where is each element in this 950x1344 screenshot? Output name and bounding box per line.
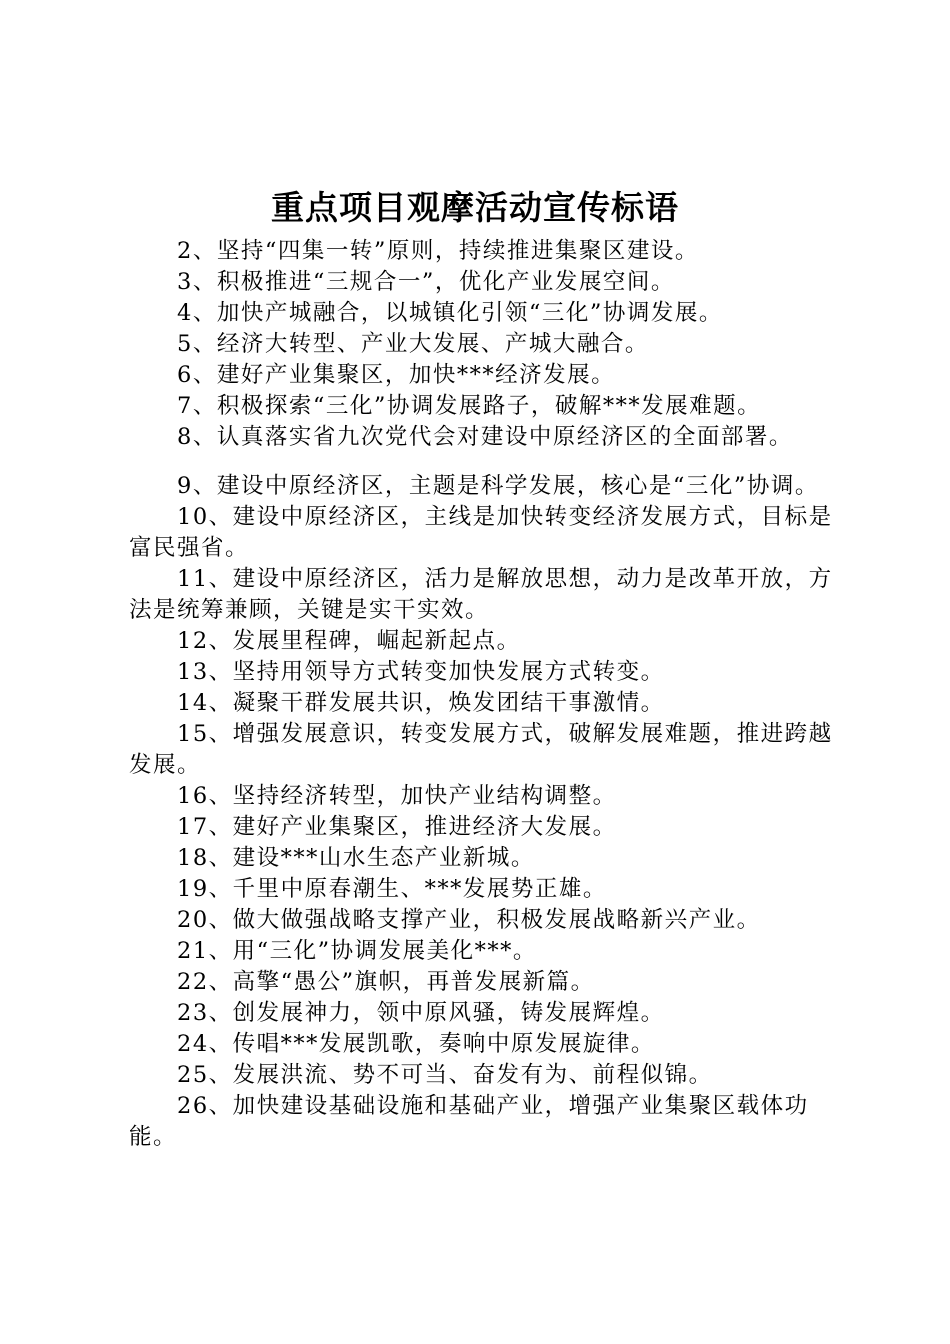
slogan-paragraph: 6、建好产业集聚区，加快***经济发展。 — [177, 362, 616, 388]
slogan-paragraph: 10、建设中原经济区，主线是加快转变经济发展方式，目标是富民强省。 — [129, 504, 833, 561]
slogan-paragraph: 9、建设中原经济区，主题是科学发展，核心是“三化”协调。 — [177, 473, 819, 499]
slogan-paragraph: 21、用“三化”协调发展美化***。 — [177, 938, 537, 964]
slogan-paragraph: 12、发展里程碑，崛起新起点。 — [177, 628, 521, 654]
slogan-paragraph: 24、传唱***发展凯歌，奏响中原发展旋律。 — [177, 1031, 655, 1057]
slogan-paragraph: 17、建好产业集聚区，推进经济大发展。 — [177, 814, 617, 840]
slogan-paragraph: 19、千里中原春潮生、***发展势正雄。 — [177, 876, 607, 902]
slogan-paragraph: 2、坚持“四集一转”原则，持续推进集聚区建设。 — [177, 238, 699, 264]
slogan-paragraph: 15、增强发展意识，转变发展方式，破解发展难题，推进跨越发展。 — [129, 721, 833, 778]
slogan-paragraph: 25、发展洪流、势不可当、奋发有为、前程似锦。 — [177, 1062, 713, 1088]
slogan-paragraph: 4、加快产城融合，以城镇化引领“三化”协调发展。 — [177, 300, 723, 326]
slogan-list — [129, 236, 835, 1153]
slogan-paragraph: 23、创发展神力，领中原风骚，铸发展辉煌。 — [177, 1000, 665, 1026]
slogan-paragraph: 11、建设中原经济区，活力是解放思想，动力是改革开放，方法是统筹兼顾，关键是实干实效。 — [129, 566, 833, 623]
slogan-paragraph: 7、积极探索“三化”协调发展路子，破解***发展难题。 — [177, 393, 762, 419]
document-title: 重点项目观摩活动宣传标语 — [271, 188, 679, 227]
slogan-paragraph: 5、经济大转型、产业大发展、产城大融合。 — [177, 331, 649, 357]
slogan-paragraph: 14、凝聚干群发展共识，焕发团结干事激情。 — [177, 690, 665, 716]
slogan-paragraph: 13、坚持用领导方式转变加快发展方式转变。 — [177, 659, 665, 685]
slogan-paragraph: 8、认真落实省九次党代会对建设中原经济区的全面部署。 — [177, 424, 793, 450]
slogan-paragraph: 16、坚持经济转型，加快产业结构调整。 — [177, 783, 617, 809]
slogan-paragraph: 26、加快建设基础设施和基础产业，增强产业集聚区载体功能。 — [129, 1093, 809, 1150]
slogan-paragraph: 20、做大做强战略支撑产业，积极发展战略新兴产业。 — [177, 907, 761, 933]
slogan-paragraph: 18、建设***山水生态产业新城。 — [177, 845, 535, 871]
slogan-paragraph: 3、积极推进“三规合一”，优化产业发展空间。 — [177, 269, 675, 295]
slogan-paragraph: 22、高擎“愚公”旗帜，再普发展新篇。 — [177, 969, 595, 995]
